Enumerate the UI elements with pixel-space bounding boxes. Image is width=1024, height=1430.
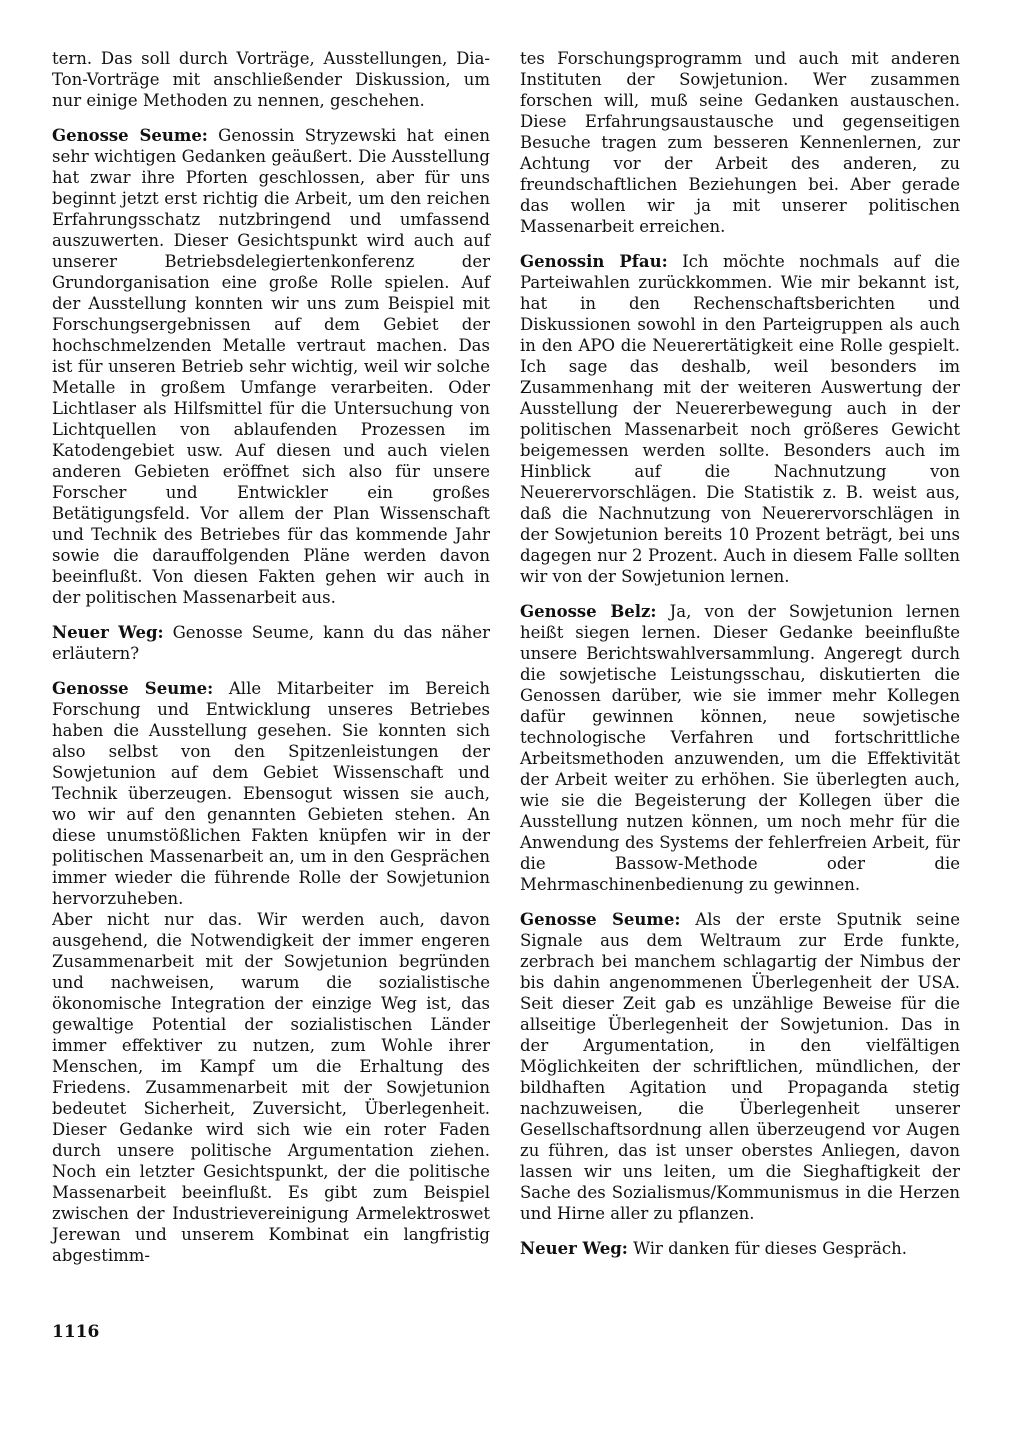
paragraph-text: tern. Das soll durch Vorträge, Ausstellungen, Dia-Ton-Vorträge mit anschließender Diskussion, um nur einige Methoden zu nennen, geschehen. <box>52 49 490 110</box>
speaker-label: Genosse Belz: <box>520 602 657 621</box>
speaker-label: Neuer Weg: <box>520 1239 628 1258</box>
paragraph <box>52 48 490 111</box>
paragraph <box>520 1238 960 1259</box>
left-column <box>52 48 490 1280</box>
paragraph-text: Als der erste Sputnik seine Signale aus dem Weltraum zur Erde funkte, zerbrach bei manchem schlagartig der Nimbus der bis dahin angenommenen Überlegenheit der USA. Seit dieser Zeit gab es unzählige Beweise für die allseitige Überlegenheit der Sowjetunion. Das in der Argumentation, in den vielfältigen Möglichkeiten der schriftlichen, mündlichen, der bildhaften Agitation und Propaganda stetig nachzuweisen, die Überlegenheit unserer Gesellschaftsordnung allen überzeugend vor Augen zu führen, das ist unser oberstes Anliegen, davon lassen wir uns leiten, um die Sieghaftigkeit der Sache des Sozialismus/Kommunismus in die Herzen und Hirne aller zu pflanzen. <box>520 910 960 1223</box>
paragraph <box>52 678 490 909</box>
paragraph-text: Ich möchte nochmals auf die Parteiwahlen zurückkommen. Wie mir bekannt ist, hat in den Rechenschaftsberichten und Diskussionen sowohl in den Parteigruppen als auch in den APO die Neuerertätigkeit eine Rolle gespielt. Ich sage das deshalb, weil besonders im Zusammenhang mit der weiteren Auswertung der Ausstellung der Neuererbewegung auch in der politischen Massenarbeit noch größeres Gewicht beigemessen werden sollte. Besonders auch im Hinblick auf die Nachnutzung von Neuerervorschlägen. Die Statistik z. B. weist aus, daß die Nachnutzung von Neuerervorschlägen in der Sowjetunion bereits 10 Prozent beträgt, bei uns dagegen nur 2 Prozent. Auch in diesem Falle sollten wir von der Sowjetunion lernen. <box>520 252 960 586</box>
paragraph <box>520 251 960 587</box>
paragraph-text: Wir danken für dieses Gespräch. <box>627 1239 908 1258</box>
page-number: 1116 <box>52 1322 100 1342</box>
paragraph <box>52 622 490 664</box>
paragraph-text: Ja, von der Sowjetunion lernen heißt siegen lernen. Dieser Gedanke beeinflußte unsere Berichtswahlversammlung. Angeregt durch die sowjetische Leistungsschau, diskutierten die Genossen darüber, wie sie immer mehr Kollegen dafür gewinnen können, neue sowjetische technologische Verfahren und fortschrittliche Arbeitsmethoden anzuwenden, um die Effektivität der Arbeit weiter zu erhöhen. Sie überlegten auch, wie sie die Begeisterung der Kollegen über die Ausstellung nutzen können, um noch mehr für die Anwendung des Systems der fehlerfreien Arbeit, für die Bassow-Methode oder die Mehrmaschinenbedienung zu gewinnen. <box>520 602 960 894</box>
speaker-label: Genossin Pfau: <box>520 252 668 271</box>
paragraph-text: tes Forschungsprogramm und auch mit anderen Instituten der Sowjetunion. Wer zusammen forschen will, muß seine Gedanken austauschen. Diese Erfahrungsaustausche und gegenseitigen Besuche tragen zum besseren Kennenlernen, zur Achtung vor der Arbeit des anderen, zu freundschaftlichen Beziehungen bei. Aber gerade das wollen wir ja mit unserer politischen Massenarbeit erreichen. <box>520 49 960 236</box>
speaker-label: Genosse Seume: <box>52 126 208 145</box>
paragraph-text: Genossin Stryzewski hat einen sehr wichtigen Gedanken geäußert. Die Ausstellung hat zwar ihre Pforten geschlossen, aber für uns beginnt jetzt erst richtig die Arbeit, um den reichen Erfahrungsschatz nutzbringend und umfassend auszuwerten. Dieser Gesichtspunkt wird auch auf unserer Betriebsdelegiertenkonferenz der Grundorganisation eine große Rolle spielen. Auf der Ausstellung konnten wir uns zum Beispiel mit Forschungsergebnissen auf dem Gebiet der hochschmelzenden Metalle vertraut machen. Das ist für unseren Betrieb sehr wichtig, weil wir solche Metalle in großem Umfange verarbeiten. Oder Lichtlaser als Hilfsmittel für die Untersuchung von Lichtquellen von ablaufenden Prozessen im Katodengebiet usw. Auf diesen und auch vielen anderen Gebieten eröffnet sich also für unsere Forscher und Entwickler ein großes Betätigungsfeld. Vor allem der Plan Wissenschaft und Technik des Betriebes für das kommende Jahr sowie die darauffolgenden Pläne werden davon beeinflußt. Von diesen Fakten gehen wir auch in der politischen Massenarbeit aus. <box>52 126 490 607</box>
speaker-label: Genosse Seume: <box>520 910 681 929</box>
paragraph <box>520 909 960 1224</box>
paragraph <box>52 909 490 1266</box>
paragraph <box>520 48 960 237</box>
speaker-label: Genosse Seume: <box>52 679 214 698</box>
paragraph-text: Genosse Seume, kann du das näher erläutern? <box>52 623 490 663</box>
right-column <box>520 48 960 1273</box>
paragraph <box>520 601 960 895</box>
speaker-label: Neuer Weg: <box>52 623 164 642</box>
paragraph-text: Alle Mitarbeiter im Bereich Forschung und Entwicklung unseres Betriebes haben die Ausstellung gesehen. Sie konnten sich also selbst von den Spitzenleistungen der Sowjetunion auf dem Gebiet Wissenschaft und Technik überzeugen. Ebensogut wissen sie auch, wo wir auf den genannten Gebieten stehen. An diese unumstößlichen Fakten knüpfen wir in der politischen Massenarbeit an, um in den Gesprächen immer wieder die führende Rolle der Sowjetunion hervorzuheben. <box>52 679 490 908</box>
paragraph-text: Aber nicht nur das. Wir werden auch, davon ausgehend, die Notwendigkeit der immer engeren Zusammenarbeit mit der Sowjetunion begründen und nachweisen, warum die sozialistische ökonomische Integration der einzige Weg ist, das gewaltige Potential der sozialistischen Länder immer effektiver zu nutzen, zum Wohle ihrer Menschen, im Kampf um die Erhaltung des Friedens. Zusammenarbeit mit der Sowjetunion bedeutet Sicherheit, Zuversicht, Überlegenheit. Dieser Gedanke wird sich wie ein roter Faden durch unsere politische Argumentation ziehen. Noch ein letzter Gesichtspunkt, der die politische Massenarbeit beeinflußt. Es gibt zum Beispiel zwischen der Industrievereinigung Armelektroswet Jerewan und unserem Kombinat ein langfristig abgestimm- <box>52 910 490 1265</box>
paragraph <box>52 125 490 608</box>
